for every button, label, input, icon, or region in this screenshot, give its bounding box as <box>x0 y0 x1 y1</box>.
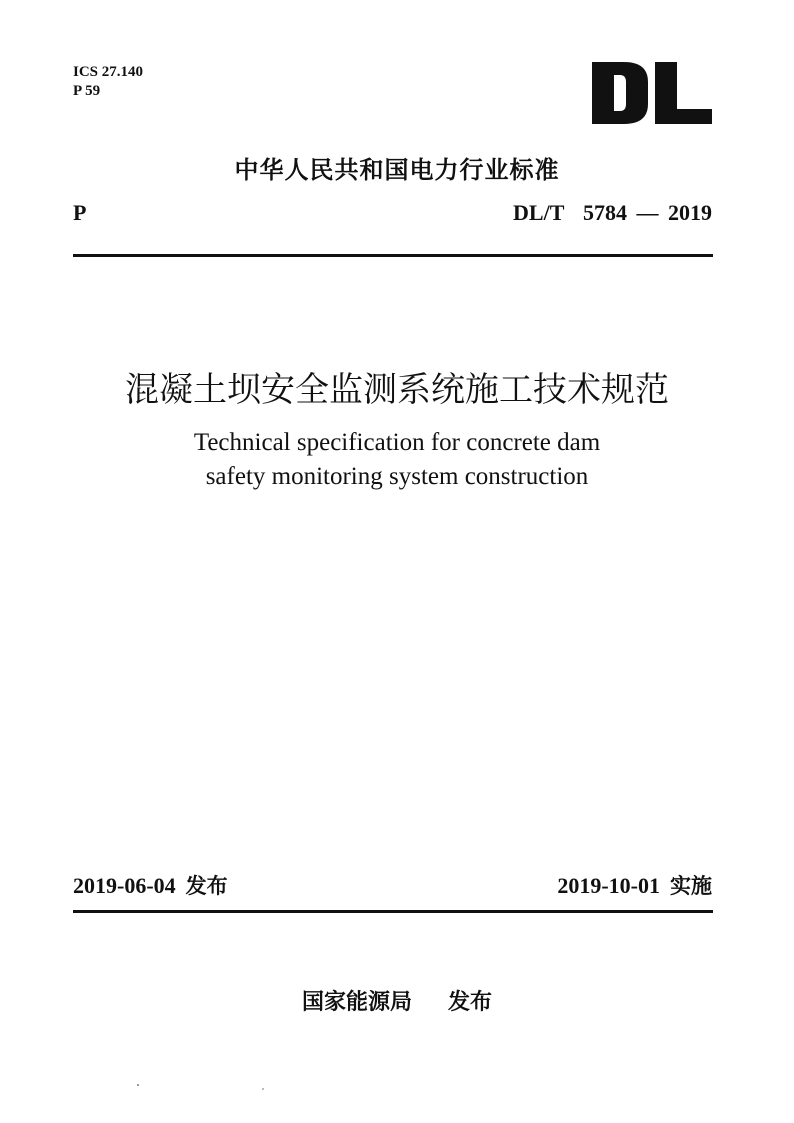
dl-logo <box>590 62 712 124</box>
publish-label: 发布 <box>448 990 493 1015</box>
issue-date: 2019-06-04 <box>73 873 176 898</box>
ics-code: ICS 27.140 <box>73 64 144 80</box>
implement-date-block <box>557 870 712 900</box>
category-code: P <box>73 200 87 225</box>
ics-classification <box>73 63 143 101</box>
issue-label: 发布 <box>185 874 228 898</box>
top-divider <box>73 254 713 257</box>
publisher-block <box>0 985 794 1016</box>
publisher-name: 国家能源局 <box>301 990 412 1015</box>
dl-logo-icon <box>590 62 712 124</box>
standard-number: DL/T 5784 — 2019 <box>513 200 712 225</box>
classification-code: P 59 <box>73 83 101 99</box>
implement-label: 实施 <box>670 874 712 898</box>
issuing-organization: 中华人民共和国电力行业标准 <box>234 156 560 184</box>
title-chinese: 混凝土坝安全监测系统施工技术规范 <box>125 370 669 410</box>
title-english-line2: safety monitoring system construction <box>205 463 589 490</box>
title-english <box>0 426 794 494</box>
issue-date-block <box>73 870 228 900</box>
implement-date: 2019-10-01 <box>557 873 660 898</box>
scan-speck <box>137 1084 139 1086</box>
title-english-line1: Technical specification for concrete dam <box>193 429 601 456</box>
scan-speck <box>262 1088 264 1090</box>
bottom-divider <box>73 910 713 913</box>
